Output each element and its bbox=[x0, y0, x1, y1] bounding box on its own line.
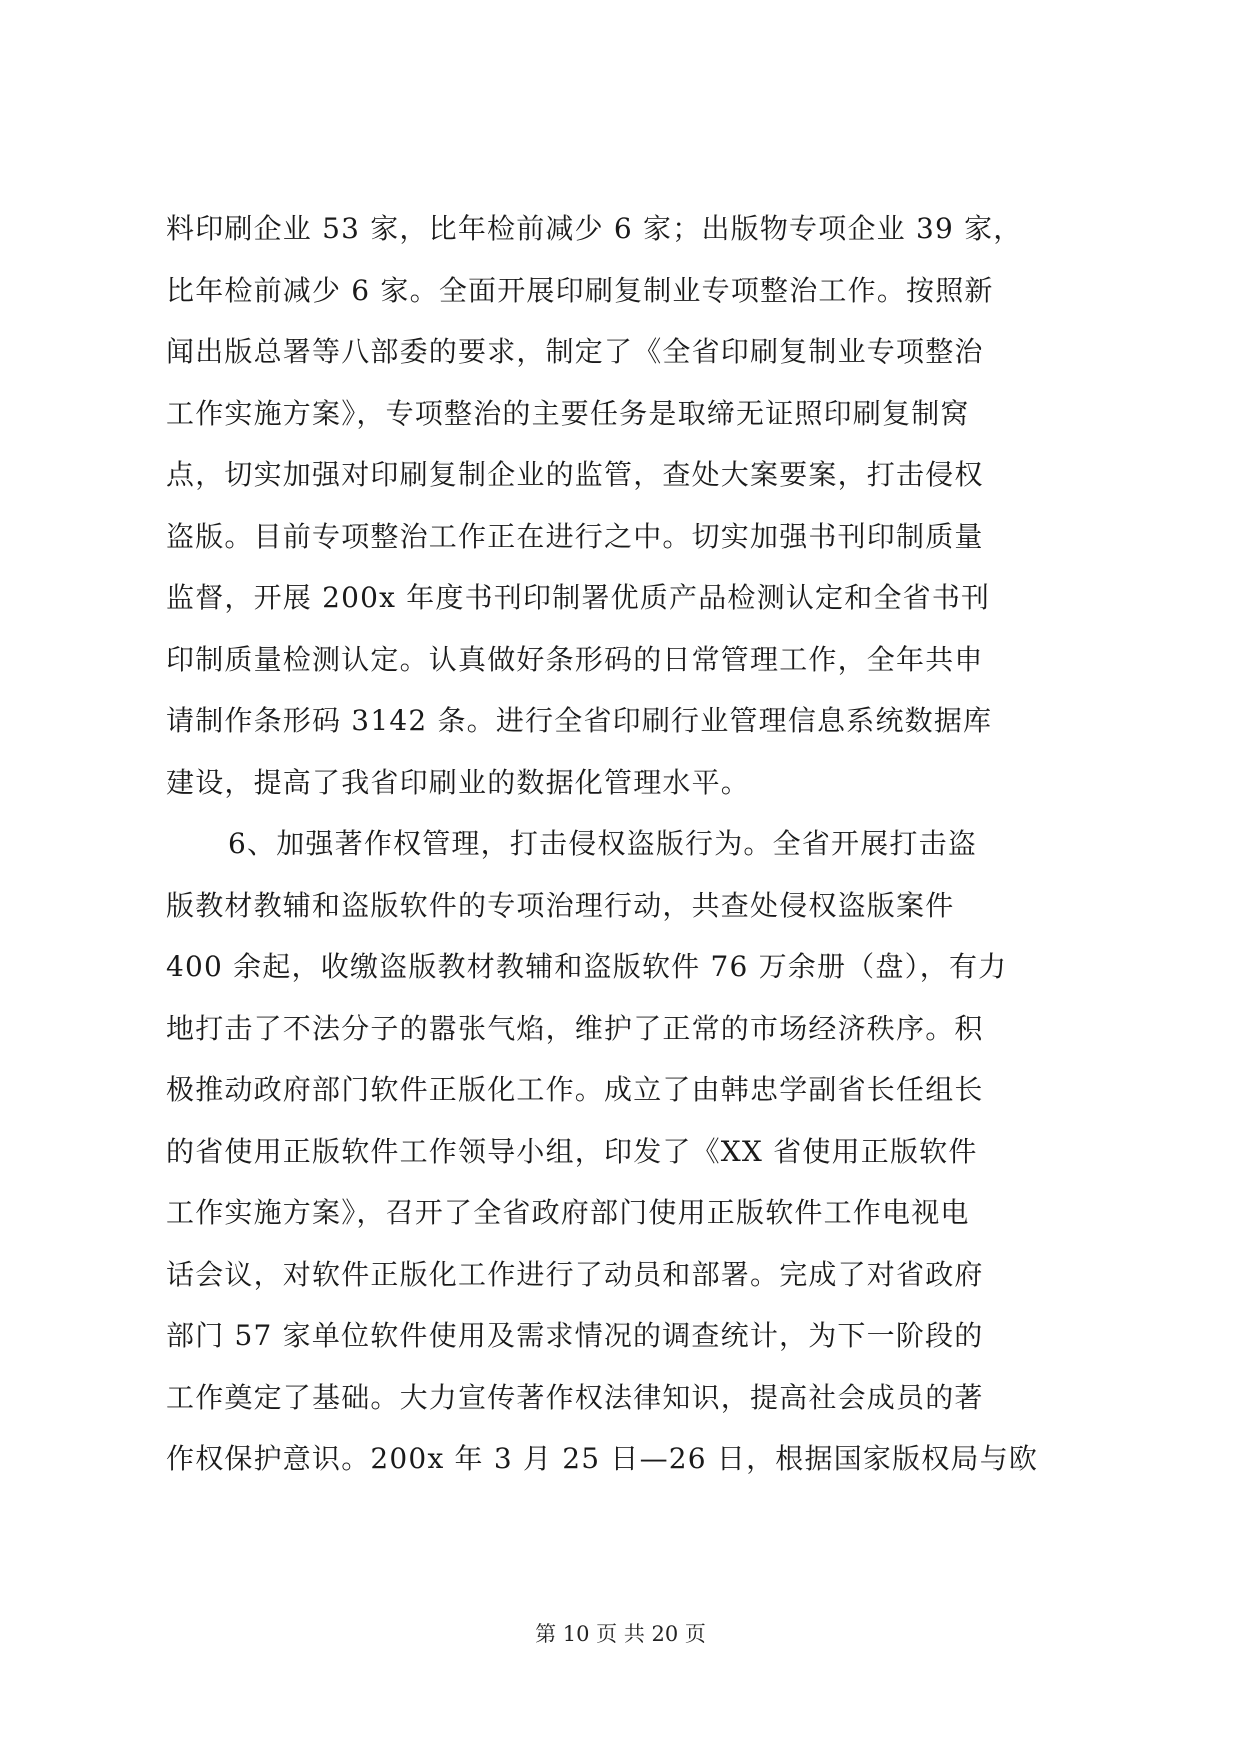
text-line: 点，切实加强对印刷复制企业的监管，查处大案要案，打击侵权 bbox=[166, 458, 984, 491]
text-line: 工作实施方案》，召开了全省政府部门使用正版软件工作电视电 bbox=[166, 1196, 970, 1229]
text-line: 400 余起，收缴盗版教材教辅和盗版软件 76 万余册（盘），有力 bbox=[166, 950, 1008, 983]
text-line: 印制质量检测认定。认真做好条形码的日常管理工作，全年共申 bbox=[166, 642, 984, 676]
text-line: 版教材教辅和盗版软件的专项治理行动，共查处侵权盗版案件 bbox=[166, 888, 955, 922]
text-line: 作权保护意识。200x 年 3 月 25 日—26 日，根据国家版权局与欧 bbox=[166, 1442, 1039, 1475]
paragraph-start-line: 6、加强著作权管理，打击侵权盗版行为。全省开展打击盗 bbox=[228, 827, 978, 860]
text-line: 请制作条形码 3142 条。进行全省印刷行业管理信息系统数据库 bbox=[166, 704, 993, 737]
text-line: 料印刷企业 53 家，比年检前减少 6 家；出版物专项企业 39 家， bbox=[166, 212, 1023, 245]
text-line: 工作奠定了基础。大力宣传著作权法律知识，提高社会成员的著 bbox=[166, 1380, 984, 1414]
text-line: 的省使用正版软件工作领导小组，印发了《XX 省使用正版软件 bbox=[166, 1134, 978, 1168]
text-line: 极推动政府部门软件正版化工作。成立了由韩忠学副省长任组长 bbox=[166, 1073, 984, 1106]
text-line: 盗版。目前专项整治工作正在进行之中。切实加强书刊印制质量 bbox=[166, 519, 984, 553]
text-line: 监督，开展 200x 年度书刊印制署优质产品检测认定和全省书刊 bbox=[166, 581, 991, 614]
text-line: 部门 57 家单位软件使用及需求情况的调查统计，为下一阶段的 bbox=[166, 1319, 984, 1352]
page-number-footer: 第 10 页 共 20 页 bbox=[535, 1622, 706, 1646]
text-line: 比年检前减少 6 家。全面开展印刷复制业专项整治工作。按照新 bbox=[166, 273, 994, 307]
text-line: 闻出版总署等八部委的要求，制定了《全省印刷复制业专项整治 bbox=[166, 335, 984, 368]
text-line: 话会议，对软件正版化工作进行了动员和部署。完成了对省政府 bbox=[166, 1257, 984, 1291]
body-text bbox=[166, 198, 1078, 1490]
text-line: 地打击了不法分子的嚣张气焰，维护了正常的市场经济秩序。积 bbox=[166, 1011, 984, 1045]
text-line: 工作实施方案》，专项整治的主要任务是取缔无证照印刷复制窝 bbox=[166, 396, 970, 430]
text-line: 建设，提高了我省印刷业的数据化管理水平。 bbox=[166, 765, 751, 799]
